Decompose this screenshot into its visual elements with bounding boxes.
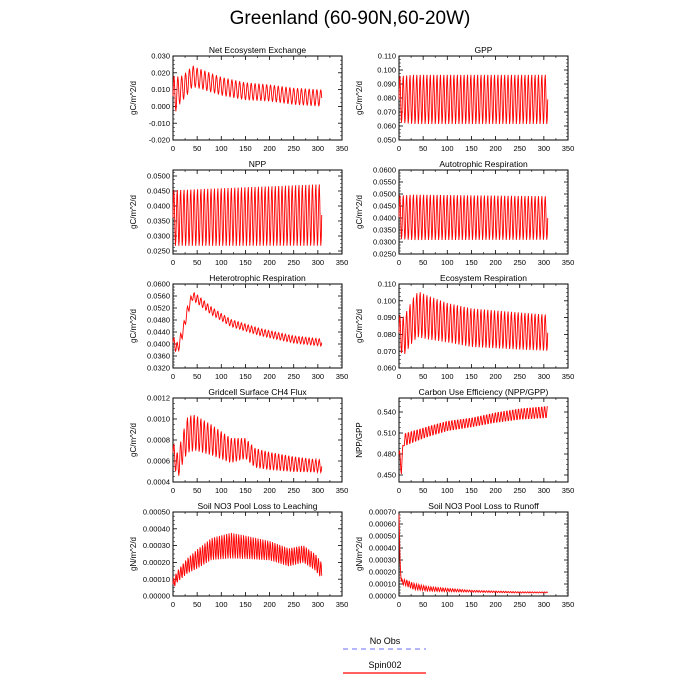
x-tick-label: 200: [489, 486, 502, 495]
legend-label: No Obs: [369, 636, 401, 646]
x-tick-label: 50: [418, 372, 428, 381]
y-tick-label: 0.0300: [373, 237, 396, 247]
legend-label: Spin002: [368, 660, 402, 670]
y-tick-label: 0.00020: [368, 567, 396, 577]
x-tick-label: 0: [396, 258, 402, 267]
x-tick-label: 50: [418, 258, 428, 267]
series-line: [173, 184, 322, 245]
chart-title: Net Ecosystem Exchange: [208, 45, 307, 55]
y-tick-label: 0.00070: [368, 507, 396, 517]
x-tick-label: 250: [513, 144, 526, 153]
y-tick-label: 0.0450: [147, 186, 170, 196]
x-tick-label: 50: [418, 600, 428, 609]
chart-title: NPP: [248, 159, 267, 169]
x-tick-label: 0: [396, 486, 402, 495]
x-tick-label: 200: [263, 372, 276, 381]
y-tick-label: 0.00030: [142, 541, 170, 551]
x-tick-label: 0: [396, 600, 402, 609]
x-tick-label: 300: [311, 372, 325, 381]
x-tick-label: 300: [537, 600, 551, 609]
x-tick-label: 0: [170, 600, 176, 609]
y-tick-label: 0.070: [377, 107, 396, 117]
legend-item: [343, 636, 426, 649]
y-axis-label: gC/m^2/d: [129, 81, 138, 115]
x-tick-label: 350: [561, 486, 575, 495]
x-tick-label: 50: [192, 600, 202, 609]
y-axis-label: gC/m^2/d: [355, 309, 364, 343]
chart-panel: [129, 45, 348, 153]
y-tick-label: 0.060: [377, 121, 396, 131]
y-axis-label: gC/m^2/d: [355, 195, 364, 229]
plot-frame: [399, 512, 568, 596]
x-tick-label: 200: [489, 144, 502, 153]
x-tick-label: 300: [537, 258, 551, 267]
x-tick-label: 50: [192, 144, 202, 153]
x-tick-label: 250: [287, 372, 300, 381]
x-tick-label: 200: [489, 258, 502, 267]
series-line: [173, 533, 322, 586]
plot-frame: [173, 284, 342, 368]
x-tick-label: 250: [287, 258, 300, 267]
chart-panel: [355, 159, 574, 267]
x-tick-label: 200: [263, 258, 276, 267]
x-tick-label: 150: [465, 486, 478, 495]
x-tick-label: 300: [311, 600, 325, 609]
y-axis-label: gC/m^2/d: [129, 309, 138, 343]
y-tick-label: 0.510: [377, 428, 396, 438]
y-tick-label: 0.100: [377, 296, 396, 306]
x-tick-label: 350: [335, 372, 349, 381]
y-tick-label: 0.0440: [147, 327, 170, 337]
x-tick-label: 150: [465, 144, 478, 153]
series-line: [399, 407, 548, 474]
series-line: [399, 75, 548, 124]
x-tick-label: 300: [311, 258, 325, 267]
x-tick-label: 350: [335, 486, 349, 495]
x-tick-label: 250: [287, 486, 300, 495]
y-tick-label: 0.00040: [368, 543, 396, 553]
x-tick-label: 150: [239, 600, 252, 609]
y-tick-label: 0.0400: [147, 201, 170, 211]
chart-title: Gridcell Surface CH4 Flux: [208, 387, 307, 397]
x-tick-label: 250: [513, 600, 526, 609]
x-tick-label: 350: [335, 144, 349, 153]
y-tick-label: 0.0360: [147, 351, 170, 361]
x-tick-label: 300: [537, 486, 551, 495]
x-tick-label: 50: [192, 372, 202, 381]
series-line: [173, 66, 322, 112]
chart-panel: [129, 159, 348, 267]
y-tick-label: 0.0008: [147, 435, 170, 445]
y-tick-label: 0.00050: [142, 507, 170, 517]
y-tick-label: 0.0004: [147, 477, 170, 487]
x-tick-label: 0: [170, 144, 176, 153]
y-tick-label: 0.0600: [147, 279, 170, 289]
chart-title: Autotrophic Respiration: [439, 159, 528, 169]
y-tick-label: 0.090: [377, 313, 396, 323]
y-tick-label: 0.0500: [147, 171, 170, 181]
x-tick-label: 300: [311, 486, 325, 495]
x-tick-label: 250: [287, 600, 300, 609]
y-tick-label: 0.080: [377, 330, 396, 339]
x-tick-label: 100: [441, 258, 454, 267]
chart-panel: [129, 387, 348, 495]
y-tick-label: 0.450: [377, 470, 396, 480]
x-tick-label: 100: [215, 258, 228, 267]
x-tick-label: 0: [170, 486, 176, 495]
y-tick-label: 0.110: [377, 279, 396, 289]
x-tick-label: 350: [561, 600, 575, 609]
y-tick-label: 0.0560: [147, 291, 170, 301]
y-axis-label: gC/m^2/d: [129, 423, 138, 457]
x-tick-label: 350: [561, 144, 575, 153]
y-tick-label: 0.030: [151, 51, 170, 61]
x-tick-label: 200: [263, 486, 276, 495]
y-tick-label: 0.0006: [147, 456, 170, 466]
y-tick-label: -0.020: [148, 135, 170, 145]
x-tick-label: 0: [170, 372, 176, 381]
chart-title: Soil NO3 Pool Loss to Runoff: [428, 501, 539, 511]
y-tick-label: 0.0010: [147, 414, 170, 424]
y-axis-label: gC/m^2/d: [129, 195, 138, 229]
series-line: [399, 514, 548, 593]
x-tick-label: 0: [396, 372, 402, 381]
x-tick-label: 100: [441, 486, 454, 495]
y-tick-label: 0.0250: [373, 249, 396, 259]
y-tick-label: 0.0520: [147, 303, 170, 313]
x-tick-label: 300: [537, 144, 551, 153]
x-tick-label: 250: [287, 144, 300, 153]
chart-panel: [129, 501, 348, 609]
y-axis-label: gN/m^2/d: [355, 537, 364, 571]
series-line: [173, 293, 322, 351]
y-tick-label: 0.0350: [373, 225, 396, 235]
y-tick-label: 0.010: [151, 85, 170, 95]
y-tick-label: 0.0500: [373, 189, 396, 199]
chart-title: GPP: [474, 45, 493, 55]
chart-title: Heterotrophic Respiration: [209, 273, 306, 283]
series-line: [399, 195, 548, 240]
y-tick-label: 0.0012: [147, 393, 170, 403]
x-tick-label: 150: [465, 600, 478, 609]
x-tick-label: 100: [215, 372, 228, 381]
y-tick-label: 0.0480: [147, 315, 170, 325]
chart-panel: [355, 45, 574, 153]
chart-title: Carbon Use Efficiency (NPP/GPP): [418, 387, 549, 397]
y-axis-label: NPP/GPP: [355, 422, 364, 458]
y-tick-label: -0.010: [148, 118, 170, 128]
panels: [129, 45, 574, 609]
series-line: [173, 415, 322, 476]
y-tick-label: 0.00030: [368, 555, 396, 565]
y-tick-label: 0.0400: [147, 339, 170, 349]
y-tick-label: 0.090: [377, 79, 396, 89]
y-tick-label: 0.0320: [147, 363, 170, 373]
y-tick-label: 0.00010: [142, 574, 170, 584]
chart-panel: [355, 501, 574, 609]
x-tick-label: 100: [215, 144, 228, 153]
y-axis-label: gN/m^2/d: [129, 537, 138, 571]
x-tick-label: 200: [263, 144, 276, 153]
x-tick-label: 100: [441, 144, 454, 153]
y-tick-label: 0.00010: [368, 579, 396, 589]
y-tick-label: 0.00060: [368, 519, 396, 529]
y-tick-label: 0.0450: [373, 201, 396, 211]
chart-title: Soil NO3 Pool Loss to Leaching: [197, 501, 318, 511]
x-tick-label: 100: [441, 372, 454, 381]
y-tick-label: 0.000: [151, 102, 170, 111]
y-tick-label: 0.070: [377, 346, 396, 356]
x-tick-label: 50: [418, 144, 428, 153]
y-tick-label: 0.540: [377, 407, 396, 417]
chart-panel: [355, 387, 574, 495]
x-tick-label: 150: [465, 258, 478, 267]
y-axis-label: gC/m^2/d: [355, 81, 364, 115]
x-tick-label: 0: [396, 144, 402, 153]
y-tick-label: 0.100: [377, 65, 396, 75]
x-tick-label: 50: [192, 486, 202, 495]
x-tick-label: 150: [239, 258, 252, 267]
y-tick-label: 0.080: [377, 93, 396, 103]
series-line: [399, 292, 548, 354]
x-tick-label: 250: [513, 258, 526, 267]
y-tick-label: 0.0250: [147, 246, 170, 256]
y-tick-label: 0.0550: [373, 177, 396, 187]
page-title: Greenland (60-90N,60-20W): [229, 8, 471, 29]
x-tick-label: 150: [239, 486, 252, 495]
x-tick-label: 50: [418, 486, 428, 495]
x-tick-label: 300: [537, 372, 551, 381]
x-tick-label: 200: [489, 600, 502, 609]
y-tick-label: 0.480: [377, 449, 396, 459]
y-tick-label: 0.050: [377, 135, 396, 145]
x-tick-label: 150: [465, 372, 478, 381]
chart-panel: [129, 273, 348, 381]
x-tick-label: 300: [311, 144, 325, 153]
y-tick-label: 0.00050: [368, 531, 396, 541]
y-tick-label: 0.0300: [147, 231, 170, 241]
x-tick-label: 50: [192, 258, 202, 267]
y-tick-label: 0.110: [377, 51, 396, 61]
y-tick-label: 0.0350: [147, 216, 170, 226]
y-tick-label: 0.060: [377, 363, 396, 373]
x-tick-label: 250: [513, 372, 526, 381]
x-tick-label: 150: [239, 372, 252, 381]
chart-panel: [355, 273, 574, 381]
x-tick-label: 200: [263, 600, 276, 609]
x-tick-label: 350: [561, 258, 575, 267]
y-tick-label: 0.0400: [373, 213, 396, 223]
y-tick-label: 0.00020: [142, 558, 170, 567]
x-tick-label: 350: [335, 258, 349, 267]
y-tick-label: 0.00040: [142, 524, 170, 534]
y-tick-label: 0.00000: [142, 591, 170, 601]
x-tick-label: 350: [561, 372, 575, 381]
legend-item: [343, 660, 426, 673]
x-tick-label: 350: [335, 600, 349, 609]
legend: [343, 636, 426, 673]
y-tick-label: 0.0600: [373, 165, 396, 175]
x-tick-label: 100: [441, 600, 454, 609]
chart-title: Ecosystem Respiration: [440, 273, 527, 283]
x-tick-label: 250: [513, 486, 526, 495]
x-tick-label: 0: [170, 258, 176, 267]
x-tick-label: 200: [489, 372, 502, 381]
y-tick-label: 0.020: [151, 68, 170, 78]
x-tick-label: 100: [215, 600, 228, 609]
y-tick-label: 0.00000: [368, 591, 396, 601]
x-tick-label: 100: [215, 486, 228, 495]
x-tick-label: 150: [239, 144, 252, 153]
